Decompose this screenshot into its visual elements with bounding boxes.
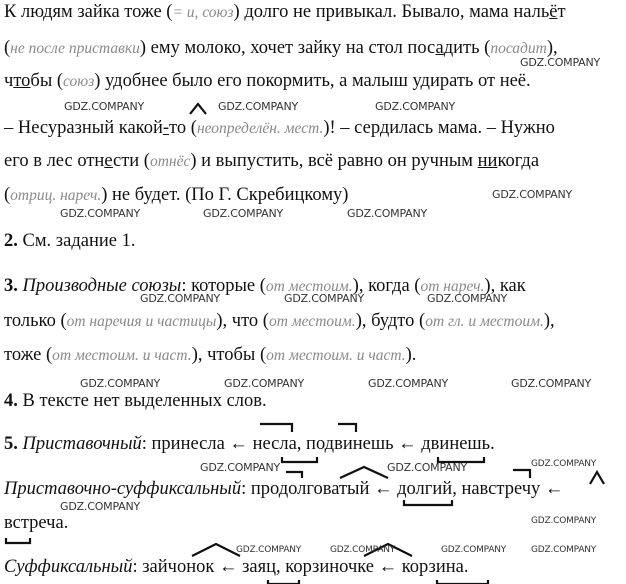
watermark: GDZ.COMPANY — [492, 188, 573, 201]
watermark: GDZ.COMPANY — [80, 377, 161, 390]
text-line-4: – Несуразный какой-то (неопределён. мест.)! – сердилась мама. – Нужно — [4, 118, 555, 138]
task-3-line-2: только (от наречия и частицы), что (от местоим.), будто (от гл. и местоим.), — [4, 311, 555, 331]
text-line-2: (не после приставки) ему молоко, хочет зайку на стол посадить (посадит), — [4, 38, 558, 58]
task-3-line-1: 3. Производные союзы: которые (от местоим.), когда (от нареч.), как — [4, 276, 526, 296]
prefix-bracket-mark — [513, 470, 530, 478]
root-underline-mark — [404, 500, 452, 505]
root-underline-mark — [268, 580, 299, 584]
watermark: GDZ.COMPANY — [284, 292, 365, 305]
watermark: GDZ.COMPANY — [140, 292, 221, 305]
watermark: GDZ.COMPANY — [224, 377, 305, 390]
root-underline-mark — [282, 457, 317, 462]
watermark: GDZ.COMPANY — [218, 100, 299, 113]
task-5-prefix-suffix-row: Приставочно-суффиксальный: продолговатый ← долгий, навстречу ← — [4, 479, 564, 499]
watermark: GDZ.COMPANY — [200, 461, 281, 474]
text-line-5: его в лес отнести (отнёс) и выпустить, всё равно он ручным никогда — [4, 151, 540, 171]
watermark: GDZ.COMPANY — [387, 461, 468, 474]
task-5-prefix-row: 5. Приставочный: принесла ← несла, подвинешь ← двинешь. — [4, 434, 495, 454]
text-line-3: чтобы (союз) удобнее было его покормить, а малыш удирать от неё. — [4, 71, 531, 91]
watermark: GDZ.COMPANY — [520, 56, 601, 69]
suffix-caret-mark — [590, 472, 604, 484]
text-line-1: К людям зайка тоже (= и, союз) долго не привыкал. Бывало, мама нальёт — [4, 2, 566, 22]
suffix-caret-mark — [190, 104, 206, 114]
watermark: GDZ.COMPANY — [441, 545, 507, 555]
prefix-bracket-mark — [338, 424, 356, 432]
watermark: GDZ.COMPANY — [427, 292, 508, 305]
watermark: GDZ.COMPANY — [347, 207, 428, 220]
watermark: GDZ.COMPANY — [203, 207, 284, 220]
suffix-caret-mark — [340, 467, 388, 478]
watermark: GDZ.COMPANY — [60, 500, 141, 513]
watermark: GDZ.COMPANY — [531, 516, 597, 526]
watermark: GDZ.COMPANY — [511, 377, 592, 390]
watermark: GDZ.COMPANY — [236, 545, 302, 555]
watermark: GDZ.COMPANY — [64, 100, 145, 113]
task-5-prefix-suffix-row-cont: встреча. — [4, 513, 69, 533]
watermark: GDZ.COMPANY — [375, 100, 456, 113]
task-5-suffix-row: Суффиксальный: зайчонок ← заяц, корзиночке ← корзина. — [4, 557, 469, 577]
root-underline-mark — [437, 580, 488, 584]
watermark: GDZ.COMPANY — [531, 459, 597, 469]
watermark: GDZ.COMPANY — [330, 545, 396, 555]
prefix-bracket-mark — [260, 424, 292, 432]
watermark: GDZ.COMPANY — [368, 377, 449, 390]
watermark: GDZ.COMPANY — [60, 207, 141, 220]
root-underline-mark — [6, 538, 30, 543]
task-4: 4. В тексте нет выделенных слов. — [4, 391, 267, 411]
task-3-line-3: тоже (от местоим. и част.), чтобы (от местоим. и част.). — [4, 345, 417, 365]
watermark: GDZ.COMPANY — [531, 545, 597, 555]
suffix-caret-mark — [192, 544, 240, 556]
text-line-6: (отриц. нареч.) не будет. (По Г. Скребицкому) — [4, 185, 349, 205]
task-2: 2. См. задание 1. — [4, 231, 136, 251]
